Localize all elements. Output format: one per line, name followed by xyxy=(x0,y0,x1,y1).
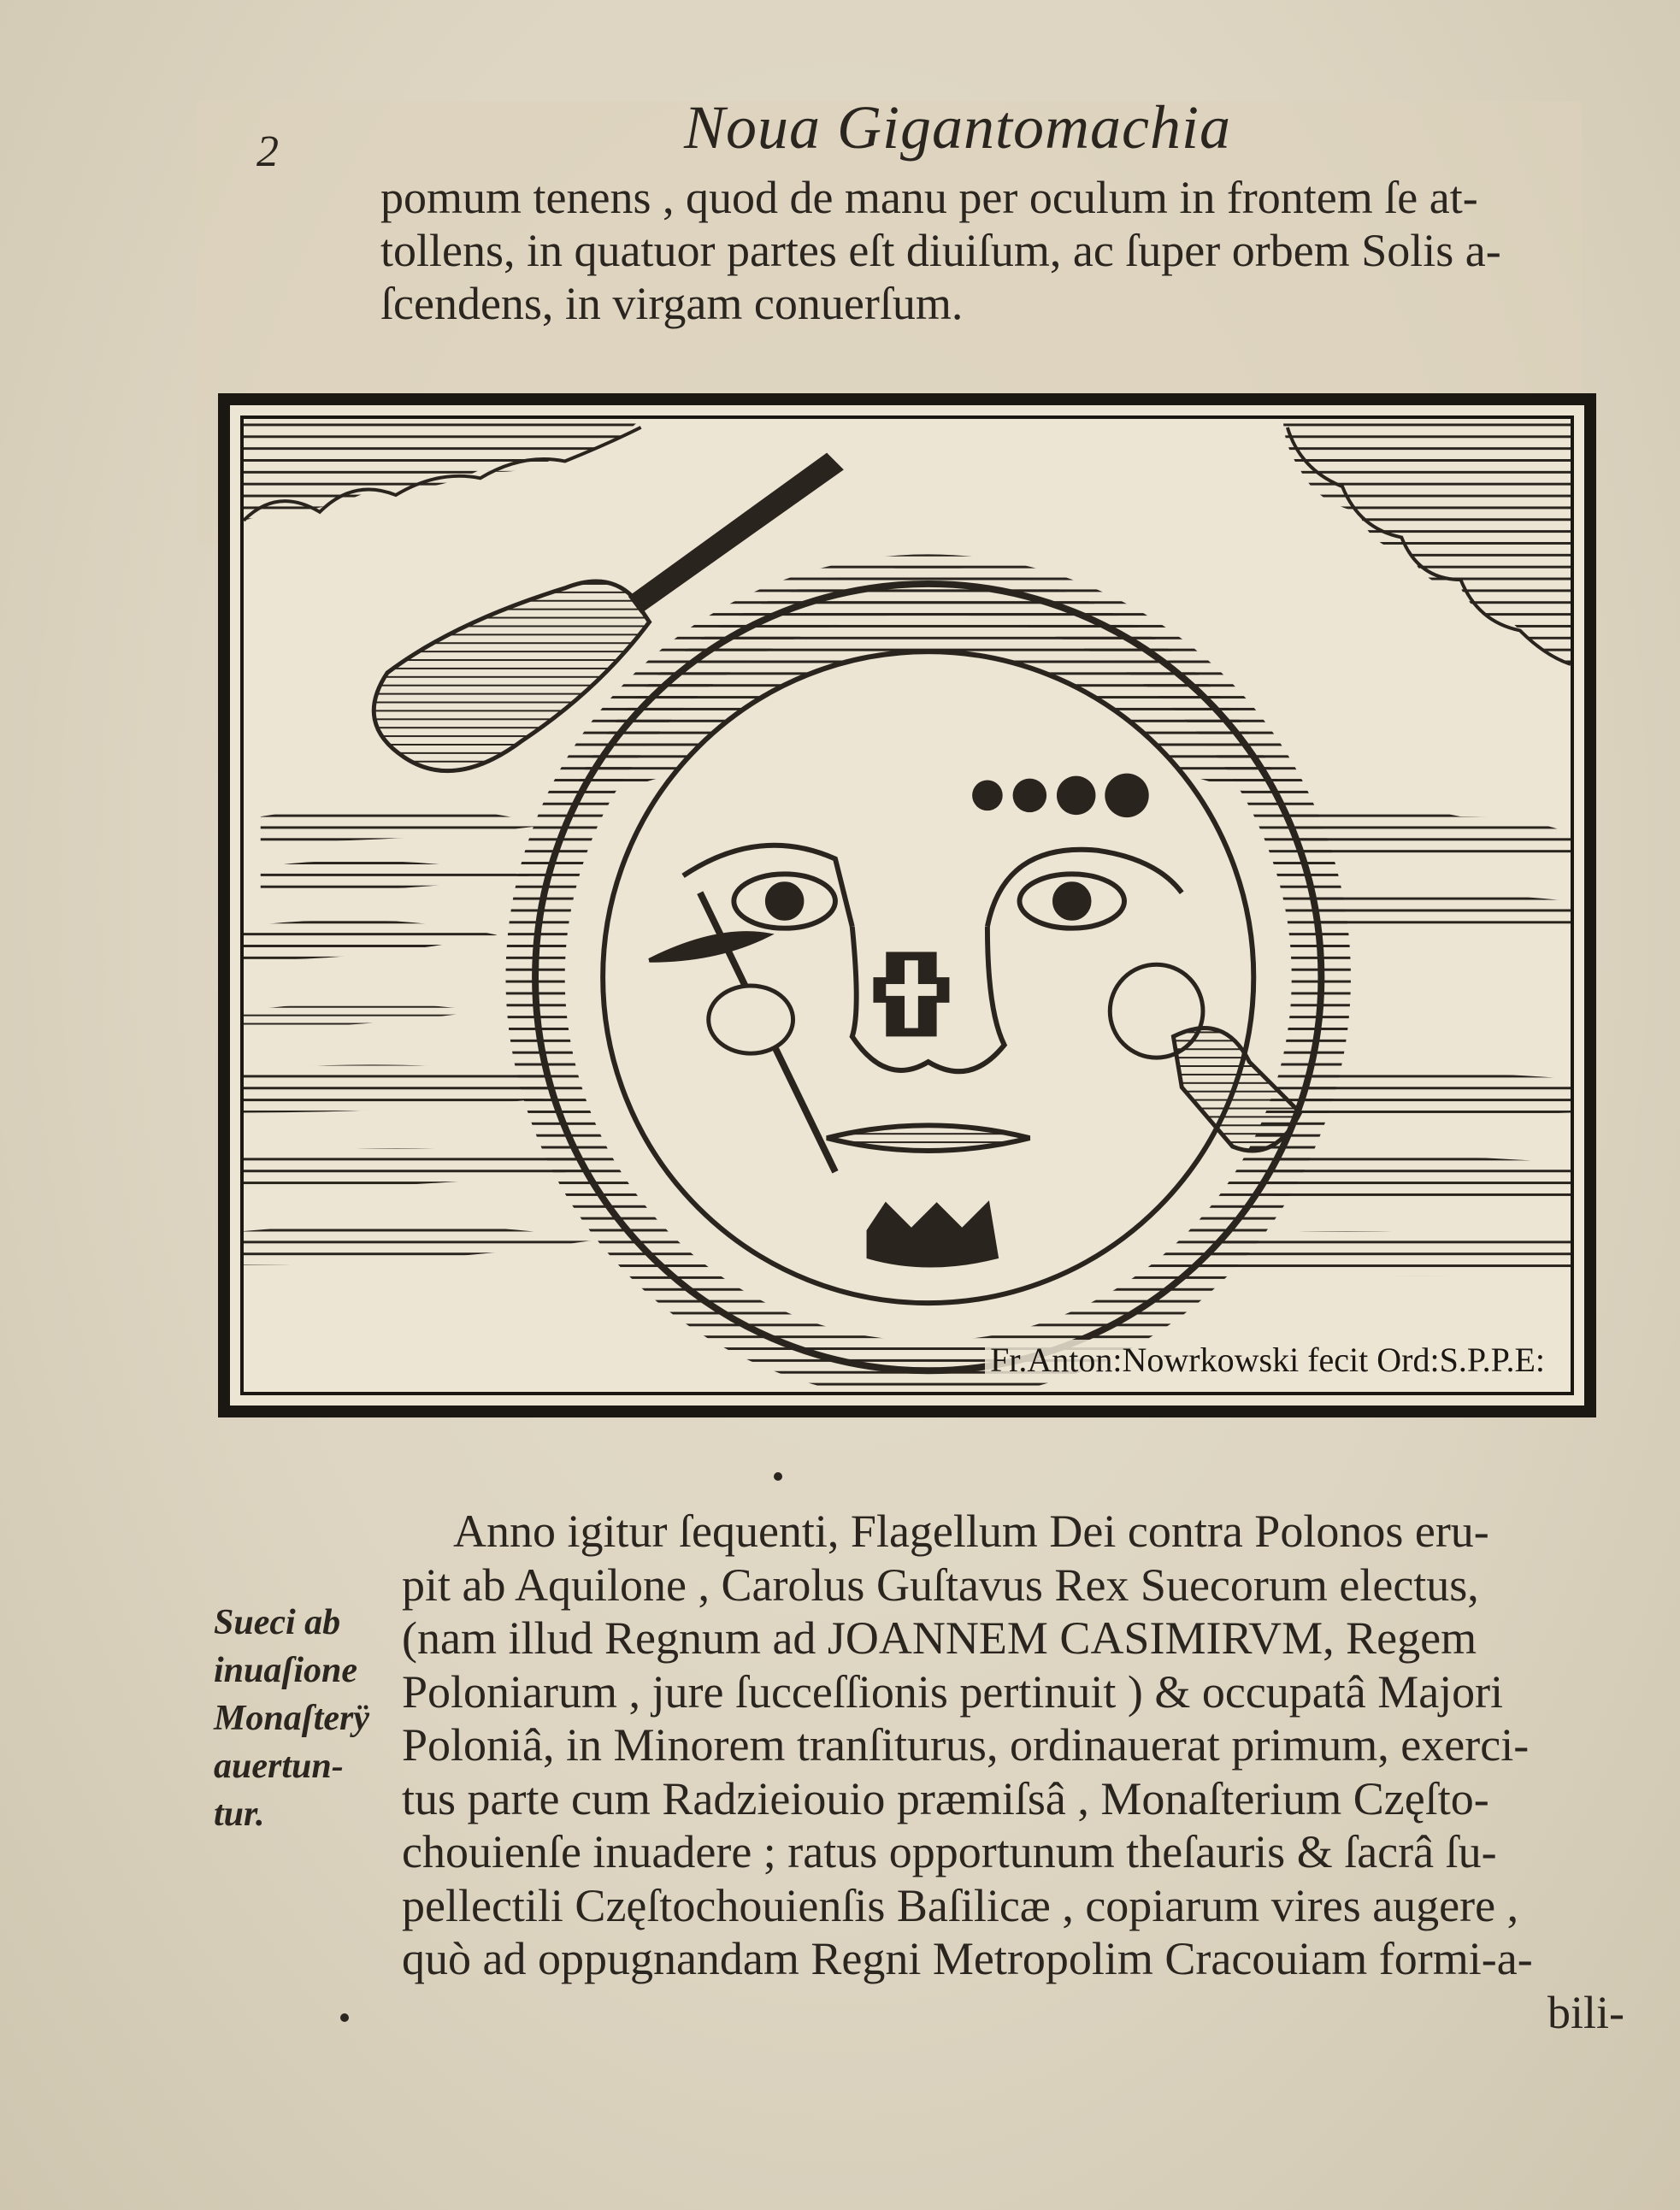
ornament-dot xyxy=(340,2013,349,2022)
marginal-note-line: Monaſterÿ xyxy=(214,1699,369,1738)
text-line: quò ad oppugnandam Regni Metropolim Cracouiam formi-a- xyxy=(402,1933,1533,1984)
marginal-note-line: tur. xyxy=(214,1795,265,1834)
illustration-frame xyxy=(240,415,1574,1395)
top-paragraph xyxy=(380,171,1620,330)
page-number: 2 xyxy=(256,127,279,176)
marginal-note-line: auertun- xyxy=(214,1747,344,1786)
text-line: chouienſe inuadere ; ratus opportunum theſauris & ſacrâ ſu- xyxy=(402,1826,1497,1877)
catchword: bili- xyxy=(1547,1986,1624,2038)
moon-face-engraving xyxy=(244,419,1571,1392)
text-line: Anno igitur ſequenti, Flagellum Dei contra Polonos eru- xyxy=(453,1506,1489,1557)
text-line: pellectili Częſtochouienſis Baſilicæ , copiarum vires augere , xyxy=(402,1879,1519,1931)
text-line: (nam illud Regnum ad JOANNEM CASIMIRVM, Regem xyxy=(402,1612,1477,1664)
engraver-signature: Fr.Anton:Nowrkowski fecit Ord:S.P.P.E: xyxy=(985,1340,1550,1380)
text-line: pomum tenens , quod de manu per oculum in frontem ſe at- xyxy=(380,172,1478,223)
woodcut-illustration xyxy=(218,393,1596,1417)
running-title: Noua Gigantomachia xyxy=(684,93,1231,162)
text-line: tollens, in quatuor partes eſt diuiſum, ac ſuper orbem Solis a- xyxy=(380,225,1501,276)
body-paragraph xyxy=(402,1505,1624,2039)
text-line: tus parte cum Radzieiouio præmiſsâ , Monaſterium Częſto- xyxy=(402,1772,1489,1824)
text-line: Poloniarum , jure ſucceſſionis pertinuit ) & occupatâ Majori xyxy=(402,1665,1504,1718)
text-line: pit ab Aquilone , Carolus Guſtavus Rex Suecorum electus, xyxy=(402,1559,1479,1611)
marginal-note-line: inuaſione xyxy=(214,1651,358,1690)
text-line: ſcendens, in virgam conuerſum. xyxy=(380,278,964,329)
marginal-note-line: Sueci ab xyxy=(214,1603,341,1642)
marginal-note xyxy=(214,1599,376,1838)
text-line: Poloniâ, in Minorem tranſiturus, ordinauerat primum, exerci- xyxy=(402,1719,1530,1771)
ornament-dot xyxy=(774,1472,782,1481)
